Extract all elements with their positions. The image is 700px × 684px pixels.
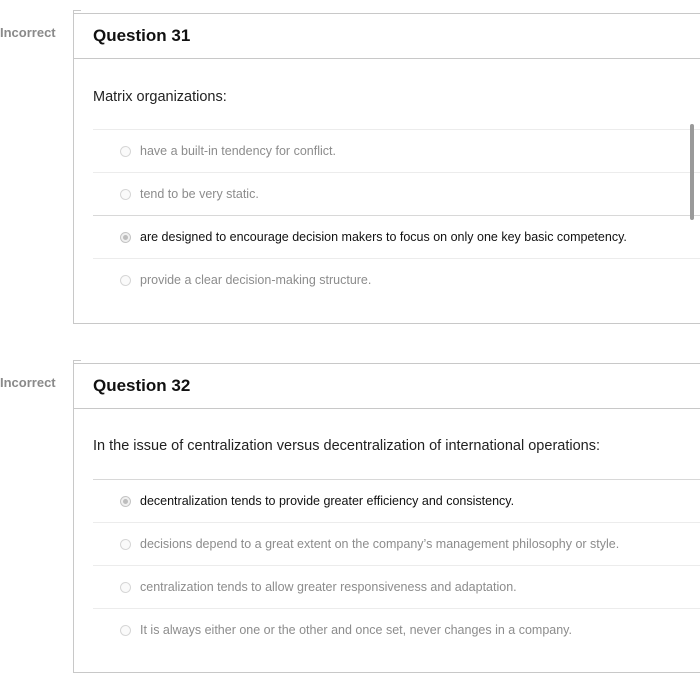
scrollbar-thumb[interactable] [690, 124, 694, 220]
answer-text: provide a clear decision-making structure. [140, 273, 372, 287]
answer-text: It is always either one or the other and once set, never changes in a company. [140, 623, 572, 637]
answer-text: decisions depend to a great extent on the company’s management philosophy or style. [140, 537, 620, 551]
radio-button[interactable] [120, 146, 131, 157]
answer-list [93, 479, 700, 651]
radio-button[interactable] [120, 625, 131, 636]
answer-text: decentralization tends to provide greater efficiency and consistency. [140, 494, 515, 508]
answer-option[interactable] [93, 172, 700, 215]
answer-option-selected[interactable] [93, 479, 700, 522]
radio-button[interactable] [120, 275, 131, 286]
question-status: Incorrect [0, 25, 56, 40]
question-prompt: Matrix organizations: [93, 89, 227, 105]
answer-text: tend to be very static. [140, 187, 259, 201]
question-title: Question 32 [74, 364, 700, 409]
answer-option[interactable] [93, 258, 700, 301]
answer-text: are designed to encourage decision makers to focus on only one key basic competency. [140, 230, 627, 244]
answer-text: have a built-in tendency for conflict. [140, 144, 336, 158]
answer-option-selected[interactable] [93, 215, 700, 258]
radio-button-checked[interactable] [120, 232, 131, 243]
radio-button[interactable] [120, 539, 131, 550]
answer-option[interactable] [93, 129, 700, 172]
radio-button[interactable] [120, 582, 131, 593]
answer-option[interactable] [93, 565, 700, 608]
question-status: Incorrect [0, 375, 56, 390]
answer-text: centralization tends to allow greater responsiveness and adaptation. [140, 580, 517, 594]
question-prompt: In the issue of centralization versus decentralization of international operations: [93, 438, 600, 454]
question-card [73, 363, 700, 673]
answer-option[interactable] [93, 608, 700, 651]
radio-button[interactable] [120, 189, 131, 200]
answer-option[interactable] [93, 522, 700, 565]
question-title: Question 31 [74, 14, 700, 59]
question-card [73, 13, 700, 324]
answer-list [93, 129, 700, 301]
radio-button-checked[interactable] [120, 496, 131, 507]
